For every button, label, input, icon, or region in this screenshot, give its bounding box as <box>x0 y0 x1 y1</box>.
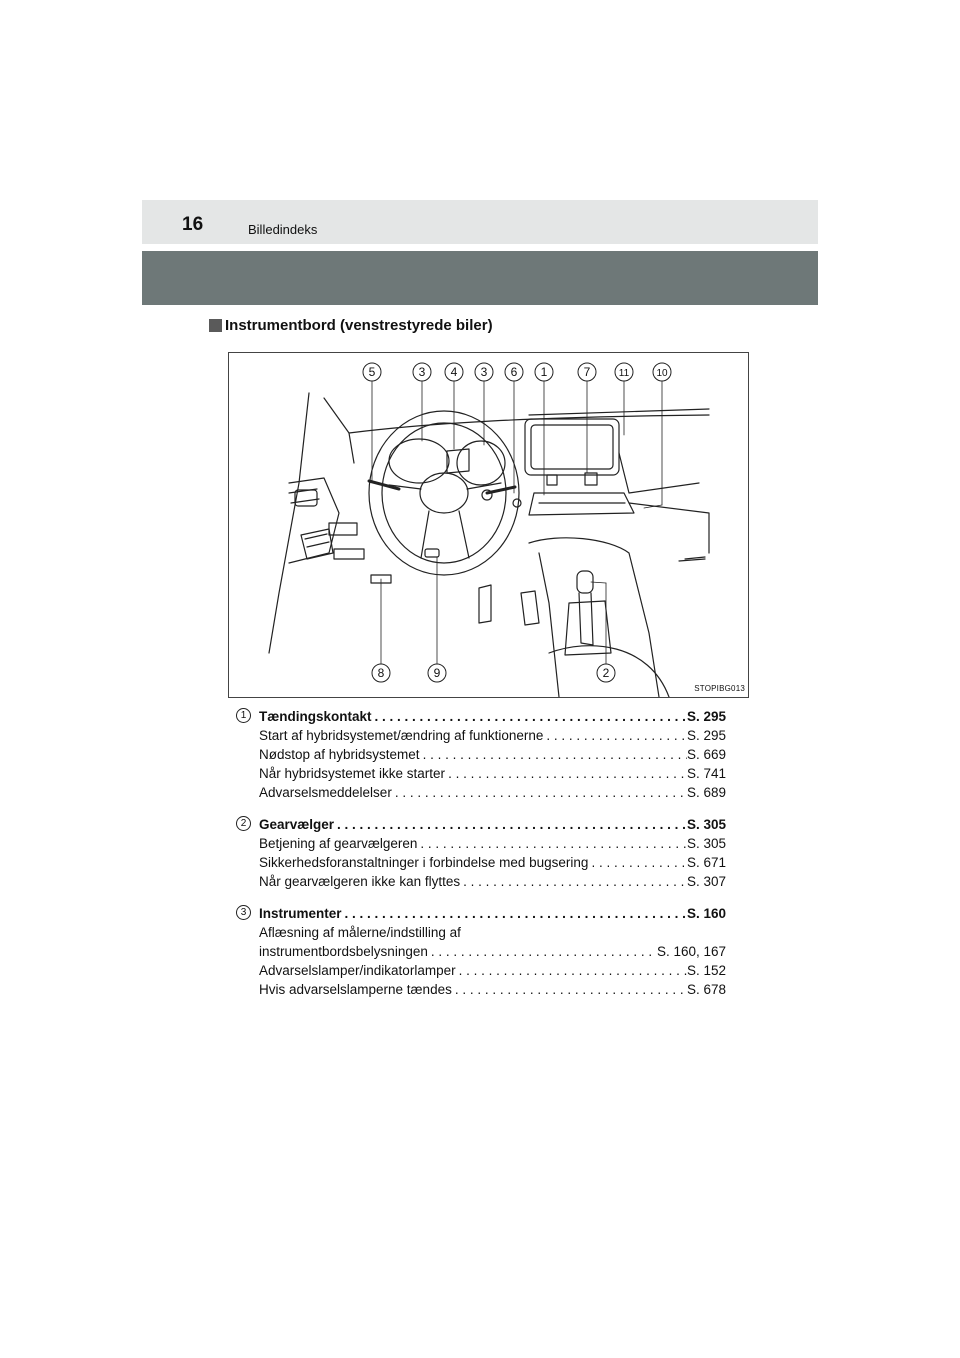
leader-dots <box>392 783 687 802</box>
sub-page: S. 160, 167 <box>656 944 726 959</box>
callout-1: 1 <box>540 365 548 379</box>
sub-page: S. 152 <box>686 963 726 978</box>
dashboard-drawing <box>229 353 748 697</box>
entry-number: 3 <box>236 905 251 920</box>
sub-label: Når hybridsystemet ikke starter <box>259 766 446 781</box>
sub-row <box>259 980 726 999</box>
sub-row <box>259 872 726 891</box>
entry-page: S. 295 <box>686 709 726 724</box>
callout-10: 10 <box>656 368 668 379</box>
callout-9: 9 <box>433 666 441 680</box>
sub-label: Advarselslamper/indikatorlamper <box>259 963 456 978</box>
sub-row <box>259 764 726 783</box>
entry-1 <box>236 707 726 802</box>
sub-row <box>259 961 726 980</box>
sub-page: S. 295 <box>686 728 726 743</box>
callout-6: 6 <box>510 365 518 379</box>
leader-dots <box>452 980 687 999</box>
sub-label: Nødstop af hybridsystemet <box>259 747 420 762</box>
sub-row-line1 <box>259 923 726 942</box>
callout-3b: 3 <box>480 365 488 379</box>
dashboard-illustration <box>228 352 749 698</box>
header-title: Billedindeks <box>248 222 318 237</box>
sub-page: S. 305 <box>686 836 726 851</box>
header-strip <box>142 200 818 244</box>
callout-5: 5 <box>368 365 376 379</box>
callout-2: 2 <box>602 666 610 680</box>
leader-dots <box>334 815 687 834</box>
index-entries <box>236 707 726 1012</box>
sub-row <box>259 942 726 961</box>
entry-3 <box>236 904 726 999</box>
sub-page: S. 671 <box>686 855 726 870</box>
leader-dots <box>428 942 657 961</box>
sub-label: Hvis advarselslamperne tændes <box>259 982 452 997</box>
leader-dots <box>342 904 687 923</box>
sub-page: S. 669 <box>686 747 726 762</box>
figure-code: STOPIBG013 <box>694 684 745 693</box>
leader-dots <box>543 726 687 745</box>
sub-label: Advarselsmeddelelser <box>259 785 392 800</box>
entry-number: 2 <box>236 816 251 831</box>
callout-8: 8 <box>377 666 385 680</box>
sub-label: instrumentbordsbelysningen <box>259 944 428 959</box>
leader-dots <box>372 707 687 726</box>
entry-2 <box>236 815 726 891</box>
sub-row <box>259 783 726 802</box>
callout-3a: 3 <box>418 365 426 379</box>
header-bar <box>142 251 818 305</box>
leader-dots <box>588 853 687 872</box>
section-title: Instrumentbord (venstrestyrede biler) <box>225 317 493 334</box>
page-number: 16 <box>182 214 204 235</box>
sub-row <box>259 726 726 745</box>
leader-dots <box>456 961 687 980</box>
callout-4: 4 <box>450 365 458 379</box>
sub-page: S. 678 <box>686 982 726 997</box>
entry-title: Tændingskontakt <box>259 709 372 724</box>
entry-title: Gearvælger <box>259 817 335 832</box>
sub-label: Betjening af gearvælgeren <box>259 836 418 851</box>
section-square-icon <box>209 319 222 332</box>
entry-page: S. 160 <box>686 906 726 921</box>
entry-title-row <box>259 707 726 726</box>
section-heading <box>209 317 493 334</box>
sub-label: Aflæsning af målerne/indstilling af <box>259 925 461 940</box>
entry-number: 1 <box>236 708 251 723</box>
entry-title-row <box>259 904 726 923</box>
sub-row <box>259 834 726 853</box>
sub-page: S. 689 <box>686 785 726 800</box>
sub-label: Når gearvælgeren ikke kan flyttes <box>259 874 461 889</box>
leader-dots <box>460 872 687 891</box>
entry-title: Instrumenter <box>259 906 342 921</box>
callout-11: 11 <box>618 368 630 379</box>
sub-page: S. 307 <box>686 874 726 889</box>
leader-dots <box>417 834 687 853</box>
sub-row <box>259 853 726 872</box>
entry-title-row <box>259 815 726 834</box>
callout-7: 7 <box>583 365 591 379</box>
sub-row <box>259 745 726 764</box>
sub-label: Sikkerhedsforanstaltninger i forbindelse med bugsering <box>259 855 589 870</box>
sub-page: S. 741 <box>686 766 726 781</box>
leader-dots <box>420 745 687 764</box>
leader-dots <box>445 764 687 783</box>
entry-page: S. 305 <box>686 817 726 832</box>
sub-label: Start af hybridsystemet/ændring af funktionerne <box>259 728 544 743</box>
